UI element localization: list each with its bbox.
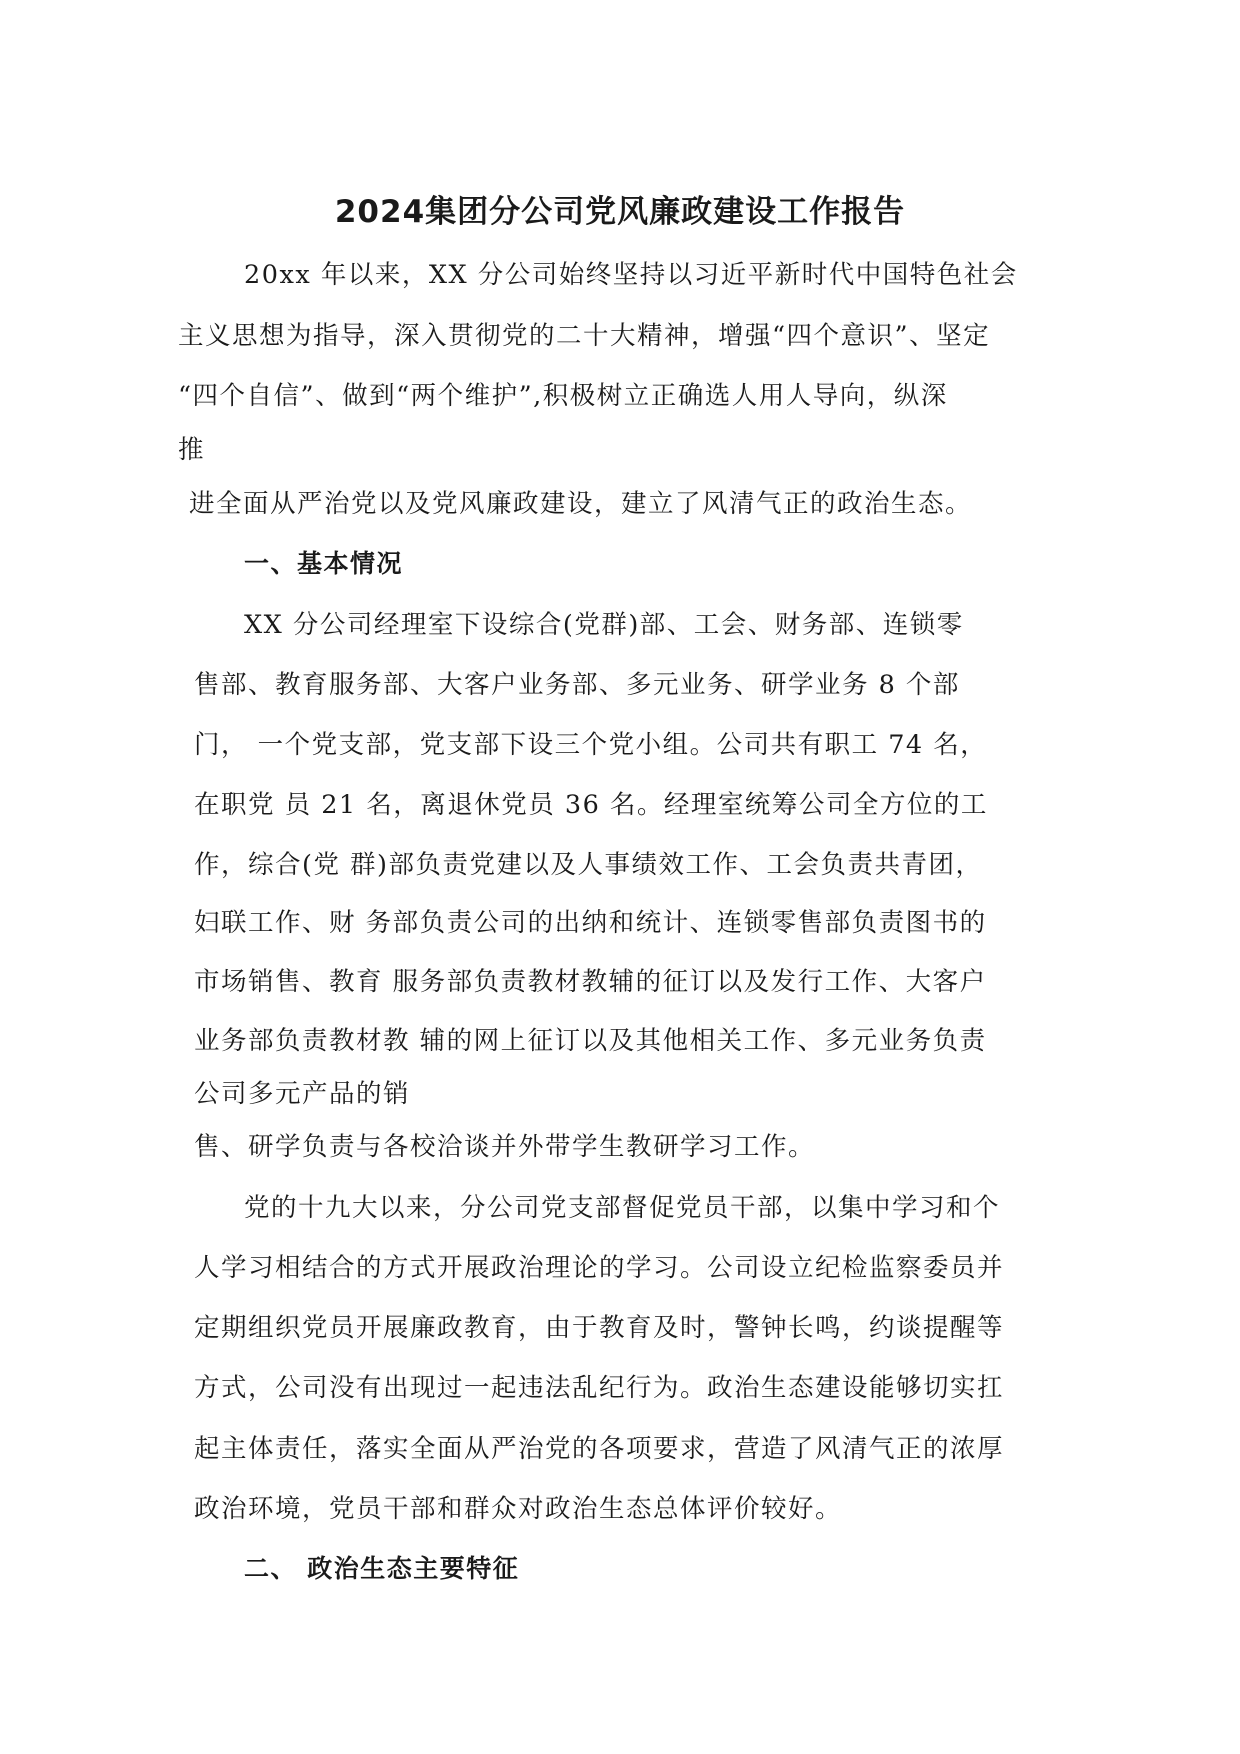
section1-para1-line-7: 市场销售、教育 服务部负责教材教辅的征订以及发行工作、大客户 <box>194 967 987 997</box>
intro-line-2: 主义思想为指导，深入贯彻党的二十大精神，增强“四个意识”、坚定 <box>178 321 991 351</box>
section1-para1-line-10: 售、研学负责与各校洽谈并外带学生教研学习工作。 <box>194 1132 816 1162</box>
intro-line-1: 20xx 年以来，XX 分公司始终坚持以习近平新时代中国特色社会 <box>244 260 1018 290</box>
section1-para2-line-6: 政治环境，党员干部和群众对政治生态总体评价较好。 <box>194 1494 843 1524</box>
section1-para2-line-3: 定期组织党员开展廉政教育，由于教育及时，警钟长鸣，约谈提醒等 <box>194 1313 1005 1343</box>
section1-para2-line-1: 党的十九大以来，分公司党支部督促党员干部，以集中学习和个 <box>244 1193 1001 1223</box>
section1-para1-line-2: 售部、教育服务部、大客户业务部、多元业务、研学业务 8 个部 <box>194 670 960 700</box>
document-title: 2024集团分公司党风廉政建设工作报告 <box>334 194 906 230</box>
section1-para1-line-5: 作，综合(党 群)部负责党建以及人事绩效工作、工会负责共青团， <box>194 850 983 880</box>
section1-heading: 一、基本情况 <box>244 549 404 578</box>
section1-para1-line-1: XX 分公司经理室下设综合(党群)部、工会、财务部、连锁零 <box>244 610 964 640</box>
intro-line-5: 进全面从严治党以及党风廉政建设，建立了风清气正的政治生态。 <box>189 489 973 519</box>
section1-para2-line-5: 起主体责任，落实全面从严治党的各项要求，营造了风清气正的浓厚 <box>194 1434 1005 1464</box>
section2-heading: 二、 政治生态主要特征 <box>244 1554 520 1583</box>
section1-para1-line-8: 业务部负责教材教 辅的网上征订以及其他相关工作、多元业务负责 <box>194 1026 987 1056</box>
intro-line-3: “四个自信”、做到“两个维护”,积极树立正确选人用人导向，纵深 <box>178 381 948 411</box>
section1-para1-line-9: 公司多元产品的销 <box>194 1079 411 1109</box>
section1-para1-line-4: 在职党 员 21 名，离退休党员 36 名。经理室统筹公司全方位的工 <box>194 790 988 820</box>
section1-para1-line-6: 妇联工作、财 务部负责公司的出纳和统计、连锁零售部负责图书的 <box>194 908 987 938</box>
section1-para2-line-4: 方式，公司没有出现过一起违法乱纪行为。政治生态建设能够切实扛 <box>194 1373 1005 1403</box>
section1-para2-line-2: 人学习相结合的方式开展政治理论的学习。公司设立纪检监察委员并 <box>194 1253 1005 1283</box>
intro-line-4: 推 <box>178 435 206 465</box>
section1-para1-line-3: 门， 一个党支部，党支部下设三个党小组。公司共有职工 74 名， <box>194 730 988 760</box>
